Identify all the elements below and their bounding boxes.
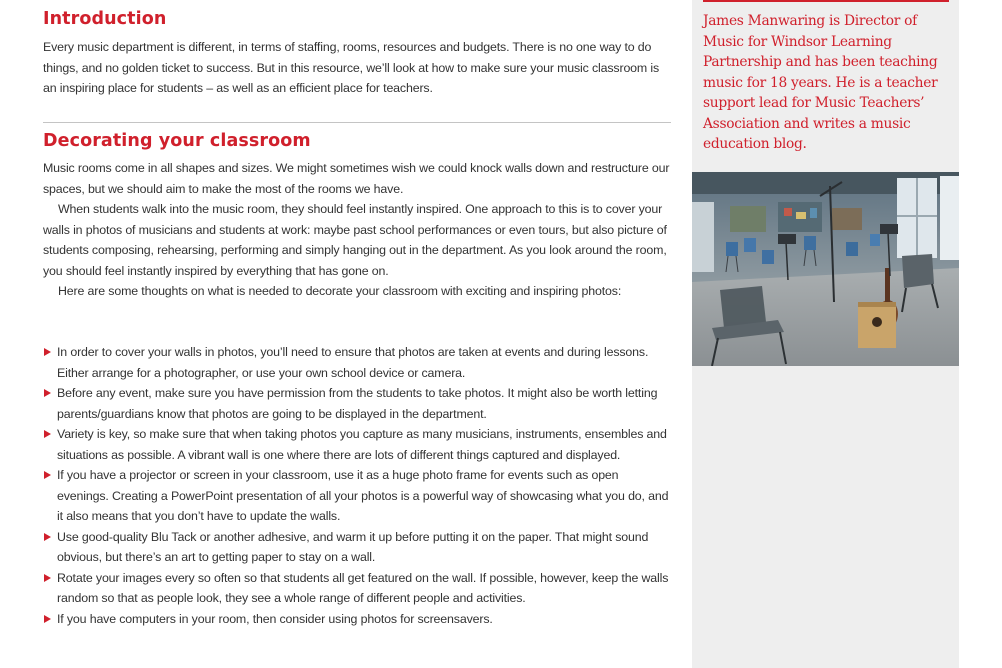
triangle-bullet-icon bbox=[44, 533, 51, 541]
list-item: In order to cover your walls in photos, you’ll need to ensure that photos are taken at events and during lessons. Either arrange for a photographer, or use your own school device or camera. bbox=[43, 342, 671, 383]
list-item: Rotate your images every so often so that students all get featured on the wall. If possible, however, keep the walls random so that as people look, they see a whole range of different people and activities. bbox=[43, 568, 671, 609]
decorating-paragraph-2: When students walk into the music room, they should feel instantly inspired. One approach to this is to cover your walls in photos of musicians and students at work: maybe past school performances or even tours, but also picture of students composing, rehearsing, performing and simply hanging out in the department. As you look around the room, you should feel instantly inspired by everything that has gone on. bbox=[43, 202, 667, 278]
triangle-bullet-icon bbox=[44, 348, 51, 356]
music-room-illustration bbox=[692, 172, 959, 366]
decorating-heading: Decorating your classroom bbox=[43, 131, 311, 151]
triangle-bullet-icon bbox=[44, 471, 51, 479]
decorating-body bbox=[43, 158, 671, 302]
list-item: Before any event, make sure you have permission from the students to take photos. It might also be worth letting parents/guardians know that photos are going to be displayed in the department. bbox=[43, 383, 671, 424]
introduction-heading: Introduction bbox=[43, 9, 167, 29]
decorating-paragraph-1: Music rooms come in all shapes and sizes. We might sometimes wish we could knock walls down and restructure our spaces, but we should aim to make the most of the rooms we have. bbox=[43, 161, 670, 196]
introduction-paragraph: Every music department is different, in terms of staffing, rooms, resources and budgets. There is no one way to do things, and no golden ticket to success. But in this resource, we’ll look at how to make sure your music classroom is an inspiring place for students – as well as an efficient place for teachers. bbox=[43, 40, 660, 95]
triangle-bullet-icon bbox=[44, 574, 51, 582]
triangle-bullet-icon bbox=[44, 615, 51, 623]
section-divider bbox=[43, 122, 671, 123]
music-room-photo bbox=[692, 172, 959, 366]
tips-list bbox=[43, 342, 671, 629]
decorating-paragraph-3: Here are some thoughts on what is needed to decorate your classroom with exciting and inspiring photos: bbox=[58, 284, 622, 298]
list-item: If you have a projector or screen in your classroom, use it as a huge photo frame for events such as open evenings. Creating a PowerPoint presentation of all your photos is a powerful way of showcasing what you do, and it also means that you don’t have to update the walls. bbox=[43, 465, 671, 527]
triangle-bullet-icon bbox=[44, 430, 51, 438]
list-item: Use good-quality Blu Tack or another adhesive, and warm it up before putting it on the paper. That might sound obvious, but there’s an art to getting paper to stay on a wall. bbox=[43, 527, 671, 568]
author-sidebar bbox=[692, 0, 959, 668]
triangle-bullet-icon bbox=[44, 389, 51, 397]
list-item: Variety is key, so make sure that when taking photos you capture as many musicians, instruments, ensembles and situations as possible. A vibrant wall is one where there are lots of different things captured and displayed. bbox=[43, 424, 671, 465]
list-item: If you have computers in your room, then consider using photos for screensavers. bbox=[43, 609, 671, 630]
sidebar-top-rule bbox=[703, 0, 949, 2]
author-bio: James Manwaring is Director of Music for Windsor Learning Partnership and has been teaching music for 18 years. He is a teacher support lead for Music Teachers’ Association and writes a music education blog. bbox=[703, 13, 938, 152]
